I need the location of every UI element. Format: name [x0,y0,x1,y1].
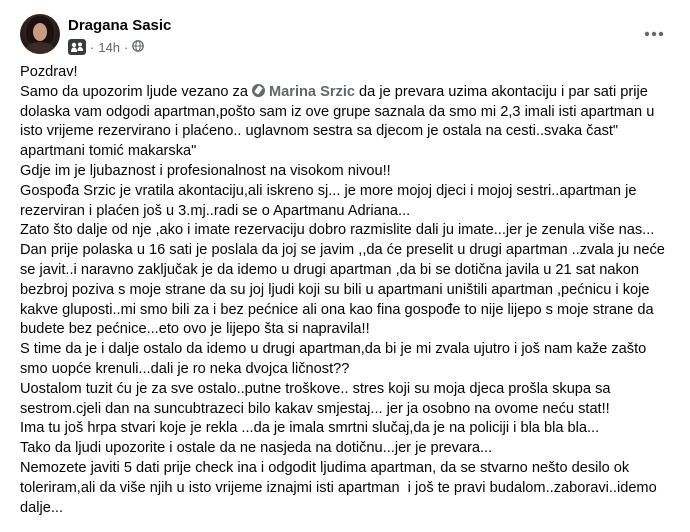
post-line: isto vrijeme rezervirano i plaćeno.. uglavnom sestra sa djecom je ostala na cesti..svaka čast" [20,123,619,140]
post-line: Dan prije polaska u 16 sati je poslala da joj se javim ,,da će preselit u drugi apartman ..zvala ju neće [20,242,665,259]
post-line [20,83,672,103]
post-line: toleriram,ali da više njih u isto vrijeme iznajmi isti apartman i još te pravi budalom..zaboravi..idemo [20,479,657,496]
more-options-icon [644,31,664,37]
post-line: smo uopće krenuli...dali je ro neka dvojca ličnost?? [20,360,350,377]
post-line: Ima tu još hrpa stvari koje je rekla ...da je imala smrtni slučaj,da je na policiji i bla bla bla... [20,420,600,437]
globe-icon[interactable] [132,40,144,55]
post-line: apartmani tomić makarska" [20,143,197,160]
post-line: S time da je i dalje ostalo da idemo u drugi apartman,da bi je mi zvala ujutro i još nam kaže zašto [20,341,647,358]
post-line: dalje... [20,499,63,516]
post-line: dolaska vam odgodi apartman,pošto sam iz ove grupe saznala da smo mi 2,3 imali isti apartman u [20,103,655,120]
more-options-button[interactable] [636,16,672,52]
separator: · [90,39,95,55]
post-line: sestrom.cjeli dan na suncubtrazeci bilo kakav smjestaj... jer ja osobno na ovome neću stat!! [20,400,610,417]
post-line: Gospođa Srzic je vratila akontaciju,ali iskreno sj... je more mojoj djeci i mojoj sestri..apartman je [20,182,637,199]
verified-badge-icon [252,84,265,97]
group-badge-icon[interactable] [68,39,86,55]
post-time[interactable]: 14h [98,39,121,55]
post-line: Uostalom tuzit ću je za sve ostalo..putne troškove.. stres koji su moja djeca prošla skupa sa [20,380,611,397]
post-line: Zato što dalje od nje ,ako i imate rezervaciju dobro razmislite dali ju imate...jer je zenula više nas... [20,222,655,239]
mention-link[interactable] [252,84,355,100]
post-header [20,14,680,58]
post-line: budete bez pećnice...eto ovo je lijepo šta si napravila!! [20,321,370,338]
post-text: da je prevara uzima akontaciju i par sati prije [355,83,648,100]
separator: · [124,39,129,55]
post-line: bezbroj poziva s moje strane da su joj ljudi koji su bili u apartmani uništili apartman ,pećnicu i koje [20,281,650,298]
post-line: kakve gluposti..mi smo bili za i bez pećnice ali ona kao fina gospođe to nije lijepo s moje strane da [20,301,654,318]
post-line: Pozdrav! [20,64,78,80]
post-line: rezerviran i plaćen još u 3.mj..radi se o Apartmanu Adriana... [20,202,411,219]
mention-name: Marina Srzic [269,83,355,100]
post-line: se javit..i naravno zaključak je da idemo u drugi apartman ,da bi se dotična javila u 21 sat nakon [20,261,639,278]
author-name[interactable]: Dragana Sasic [68,17,172,34]
post-meta [68,38,144,56]
post-line: Tako da ljudi upozorite i ostale da ne nasjeda na dotičnu...jer je prevara... [20,440,493,457]
post-line: Gdje im je ljubaznost i profesionalnost na visokom nivou!! [20,162,391,179]
post-line: Nemozete javiti 5 dati prije check ina i odgodit ljudima apartman, da se stvarno nešto desilo ok [20,459,630,476]
post-text: Samo da upozorim ljude vezano za [20,83,253,100]
post-body [20,63,672,518]
author-avatar[interactable] [20,14,60,54]
